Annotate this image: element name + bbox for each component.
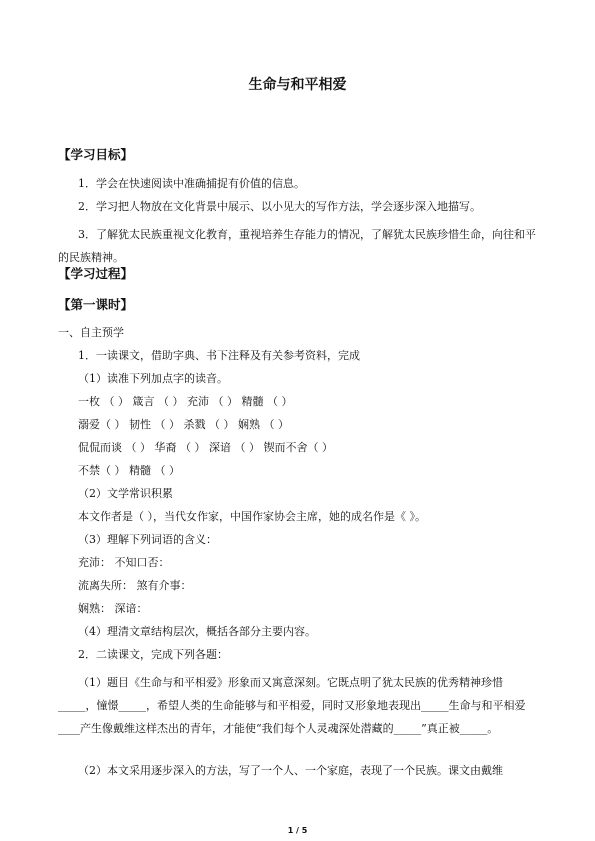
vocabulary-row-3: 娴熟： 深谙： bbox=[78, 602, 148, 615]
page-title: 生命与和平相爱 bbox=[248, 77, 347, 93]
vocabulary-row-2: 流离失所： 煞有介事： bbox=[78, 579, 192, 592]
step-second-reading: 2．二读课文，完成下列各题： bbox=[78, 648, 228, 661]
question-pronunciation: （1）读准下列加点字的读音。 bbox=[78, 372, 228, 385]
pronunciation-row-3: 侃侃而谈 （ ） 华裔 （ ） 深谙 （ ） 锲而不舍（ ） bbox=[78, 441, 333, 454]
literary-knowledge-text: 本文作者是（ ），当代女作家，中国作家协会主席，她的成名作是《 》。 bbox=[78, 510, 426, 523]
question-writing-method: （2）本文采用逐步深入的方法，写了一个人、一个家庭，表现了一个民族。课文由戴维 bbox=[78, 764, 503, 777]
step-first-reading: 1．一读课文，借助字典、书下注释及有关参考资料，完成 bbox=[78, 349, 360, 362]
vocabulary-row-1: 充沛： 不知口否： bbox=[78, 556, 170, 569]
pronunciation-row-2: 溺爱（ ） 韧性 （ ） 杀戮 （ ） 娴熟 （ ） bbox=[78, 418, 289, 431]
goal-item-1: 1．学会在快速阅读中准确捕捉有价值的信息。 bbox=[78, 177, 305, 190]
goal-item-3: 3．了解犹太民族重视文化教育，重视培养生存能力的情况，了解犹太民族珍惜生命，向往和平的民族精神。 bbox=[58, 228, 536, 264]
pronunciation-row-1: 一枚 （ ） 箴言 （ ） 充沛 （ ） 精髓 （ ） bbox=[78, 395, 293, 408]
question-title-meaning: （1）题目《生命与和平相爱》形象而又寓意深刻。它既点明了犹太民族的优秀精神珍惜_____，憧憬_____，希望人类的生命能够与和平相爱，同时又形象地表现出_____生命与和平相爱____产生像戴维这样杰出的青年，才能使“我们每个人灵魂深处潜藏的_____”真正被_____。 bbox=[58, 676, 526, 735]
goal-item-2: 2．学习把人物放在文化背景中展示、以小见大的写作方法，学会逐步深入地描写。 bbox=[78, 200, 481, 213]
question-vocabulary: （3）理解下列词语的含义： bbox=[78, 533, 217, 546]
heading-learning-goals: 【学习目标】 bbox=[58, 147, 134, 162]
heading-learning-process: 【学习过程】 bbox=[58, 266, 134, 281]
part-self-study: 一、自主预学 bbox=[58, 326, 124, 339]
question-literary-knowledge: （2）文学常识积累 bbox=[78, 487, 173, 500]
pronunciation-row-4: 不禁（ ） 精髓 （ ） bbox=[78, 464, 180, 477]
page-number: 1 / 5 bbox=[287, 826, 308, 835]
heading-first-lesson: 【第一课时】 bbox=[58, 297, 134, 312]
question-structure: （4）理清文章结构层次，概括各部分主要内容。 bbox=[78, 625, 316, 638]
